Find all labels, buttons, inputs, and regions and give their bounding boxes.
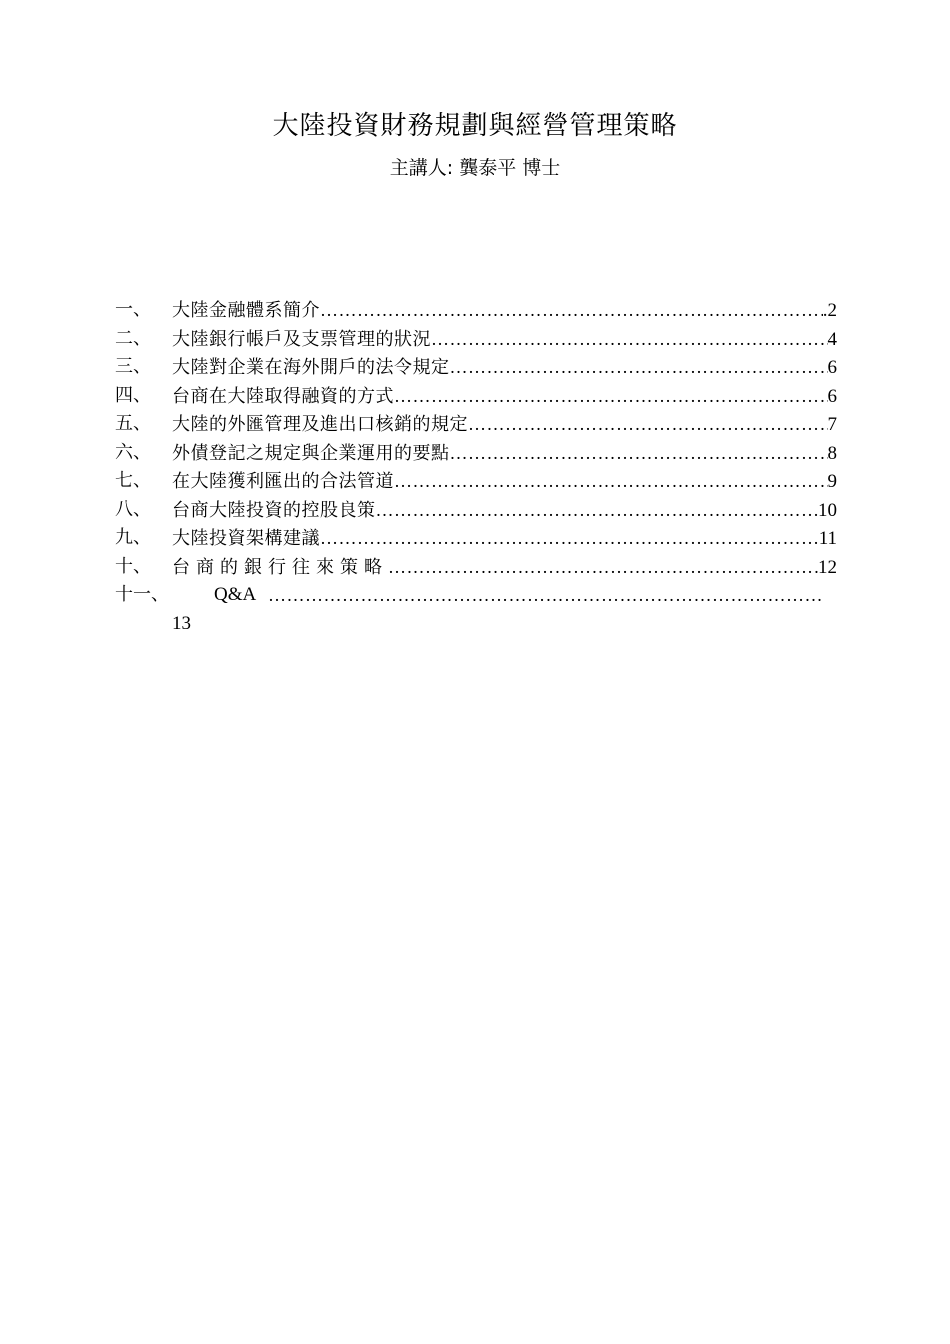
- toc-entry-number: 二、: [115, 327, 151, 349]
- toc-entry-page: 4: [827, 328, 837, 350]
- toc-leader-dots: [394, 382, 828, 411]
- toc-leader-dots: [268, 581, 823, 610]
- toc-entry-page: 7: [827, 414, 837, 435]
- toc-entry-qa: [115, 581, 837, 610]
- toc-entry: [115, 439, 837, 468]
- toc-entry-page: 10: [818, 499, 837, 521]
- toc-entry-page: 11: [818, 528, 837, 549]
- toc-leader-dots: [468, 410, 828, 439]
- toc-entry-number: 九、: [115, 527, 151, 548]
- toc-entry-number: 五、: [115, 413, 151, 434]
- toc-entry-page: 8: [827, 442, 837, 464]
- toc-entry-qa-page-line: [115, 610, 837, 639]
- toc-entry: [115, 382, 837, 411]
- toc-entry: [115, 410, 837, 439]
- toc-leader-dots: [394, 467, 828, 496]
- toc-entry-number: 四、: [115, 384, 151, 406]
- toc-leader-dots: [431, 325, 828, 354]
- toc-entry-number: 六、: [115, 441, 151, 463]
- toc-entry-title: 台商大陸投資的控股良策: [172, 499, 376, 521]
- toc-leader-dots: [450, 353, 828, 382]
- toc-entry: [115, 353, 837, 382]
- toc-entry-title: 台商的銀行往來策略: [172, 556, 388, 578]
- toc-entry: [115, 496, 837, 525]
- toc-entry-number: 三、: [115, 356, 151, 377]
- toc-entry-title: 大陸投資架構建議: [172, 528, 320, 549]
- toc-leader-dots: [376, 496, 819, 525]
- toc-entry-number: 十一、: [115, 584, 169, 605]
- toc-entry-title: 大陸的外匯管理及進出口核銷的規定: [172, 414, 468, 435]
- toc-leader-dots: [320, 296, 823, 325]
- toc-entry: [115, 553, 837, 582]
- toc-entry: [115, 467, 837, 496]
- toc-leader-dots: [388, 553, 818, 582]
- toc-entry: [115, 325, 837, 354]
- toc-leader-dots: [320, 524, 819, 553]
- toc-entry-title: 大陸銀行帳戶及支票管理的狀況: [172, 328, 431, 350]
- toc-entry: [115, 524, 837, 553]
- toc-entry-title: 在大陸獲利匯出的合法管道: [172, 471, 394, 492]
- document-title: 大陸投資財務規劃與經營管理策略: [272, 111, 678, 141]
- toc-entry-title: 大陸金融體系簡介: [172, 300, 320, 321]
- toc-entry-title: Q&A: [214, 584, 257, 605]
- toc-entry-page: 6: [827, 385, 837, 407]
- toc-entry-page: 13: [172, 612, 191, 634]
- toc-entry-page: 9: [827, 471, 837, 492]
- toc-entry-number: 一、: [115, 299, 151, 320]
- toc-entry-title: 大陸對企業在海外開戶的法令規定: [172, 357, 450, 378]
- toc-entry-page: 12: [818, 556, 837, 578]
- table-of-contents: [115, 296, 837, 638]
- toc-entry-page: .2: [822, 300, 837, 321]
- speaker-line: 主講人: 龔泰平 博士: [389, 157, 561, 179]
- toc-leader-dots: [450, 439, 828, 468]
- toc-entry-number: 八、: [115, 498, 151, 520]
- toc-entry: [115, 296, 837, 325]
- toc-entry-number: 十、: [115, 555, 151, 577]
- toc-entry-title: 外債登記之規定與企業運用的要點: [172, 442, 450, 464]
- toc-entry-page: 6: [827, 357, 837, 378]
- toc-entry-number: 七、: [115, 470, 151, 491]
- toc-entry-title: 台商在大陸取得融資的方式: [172, 385, 394, 407]
